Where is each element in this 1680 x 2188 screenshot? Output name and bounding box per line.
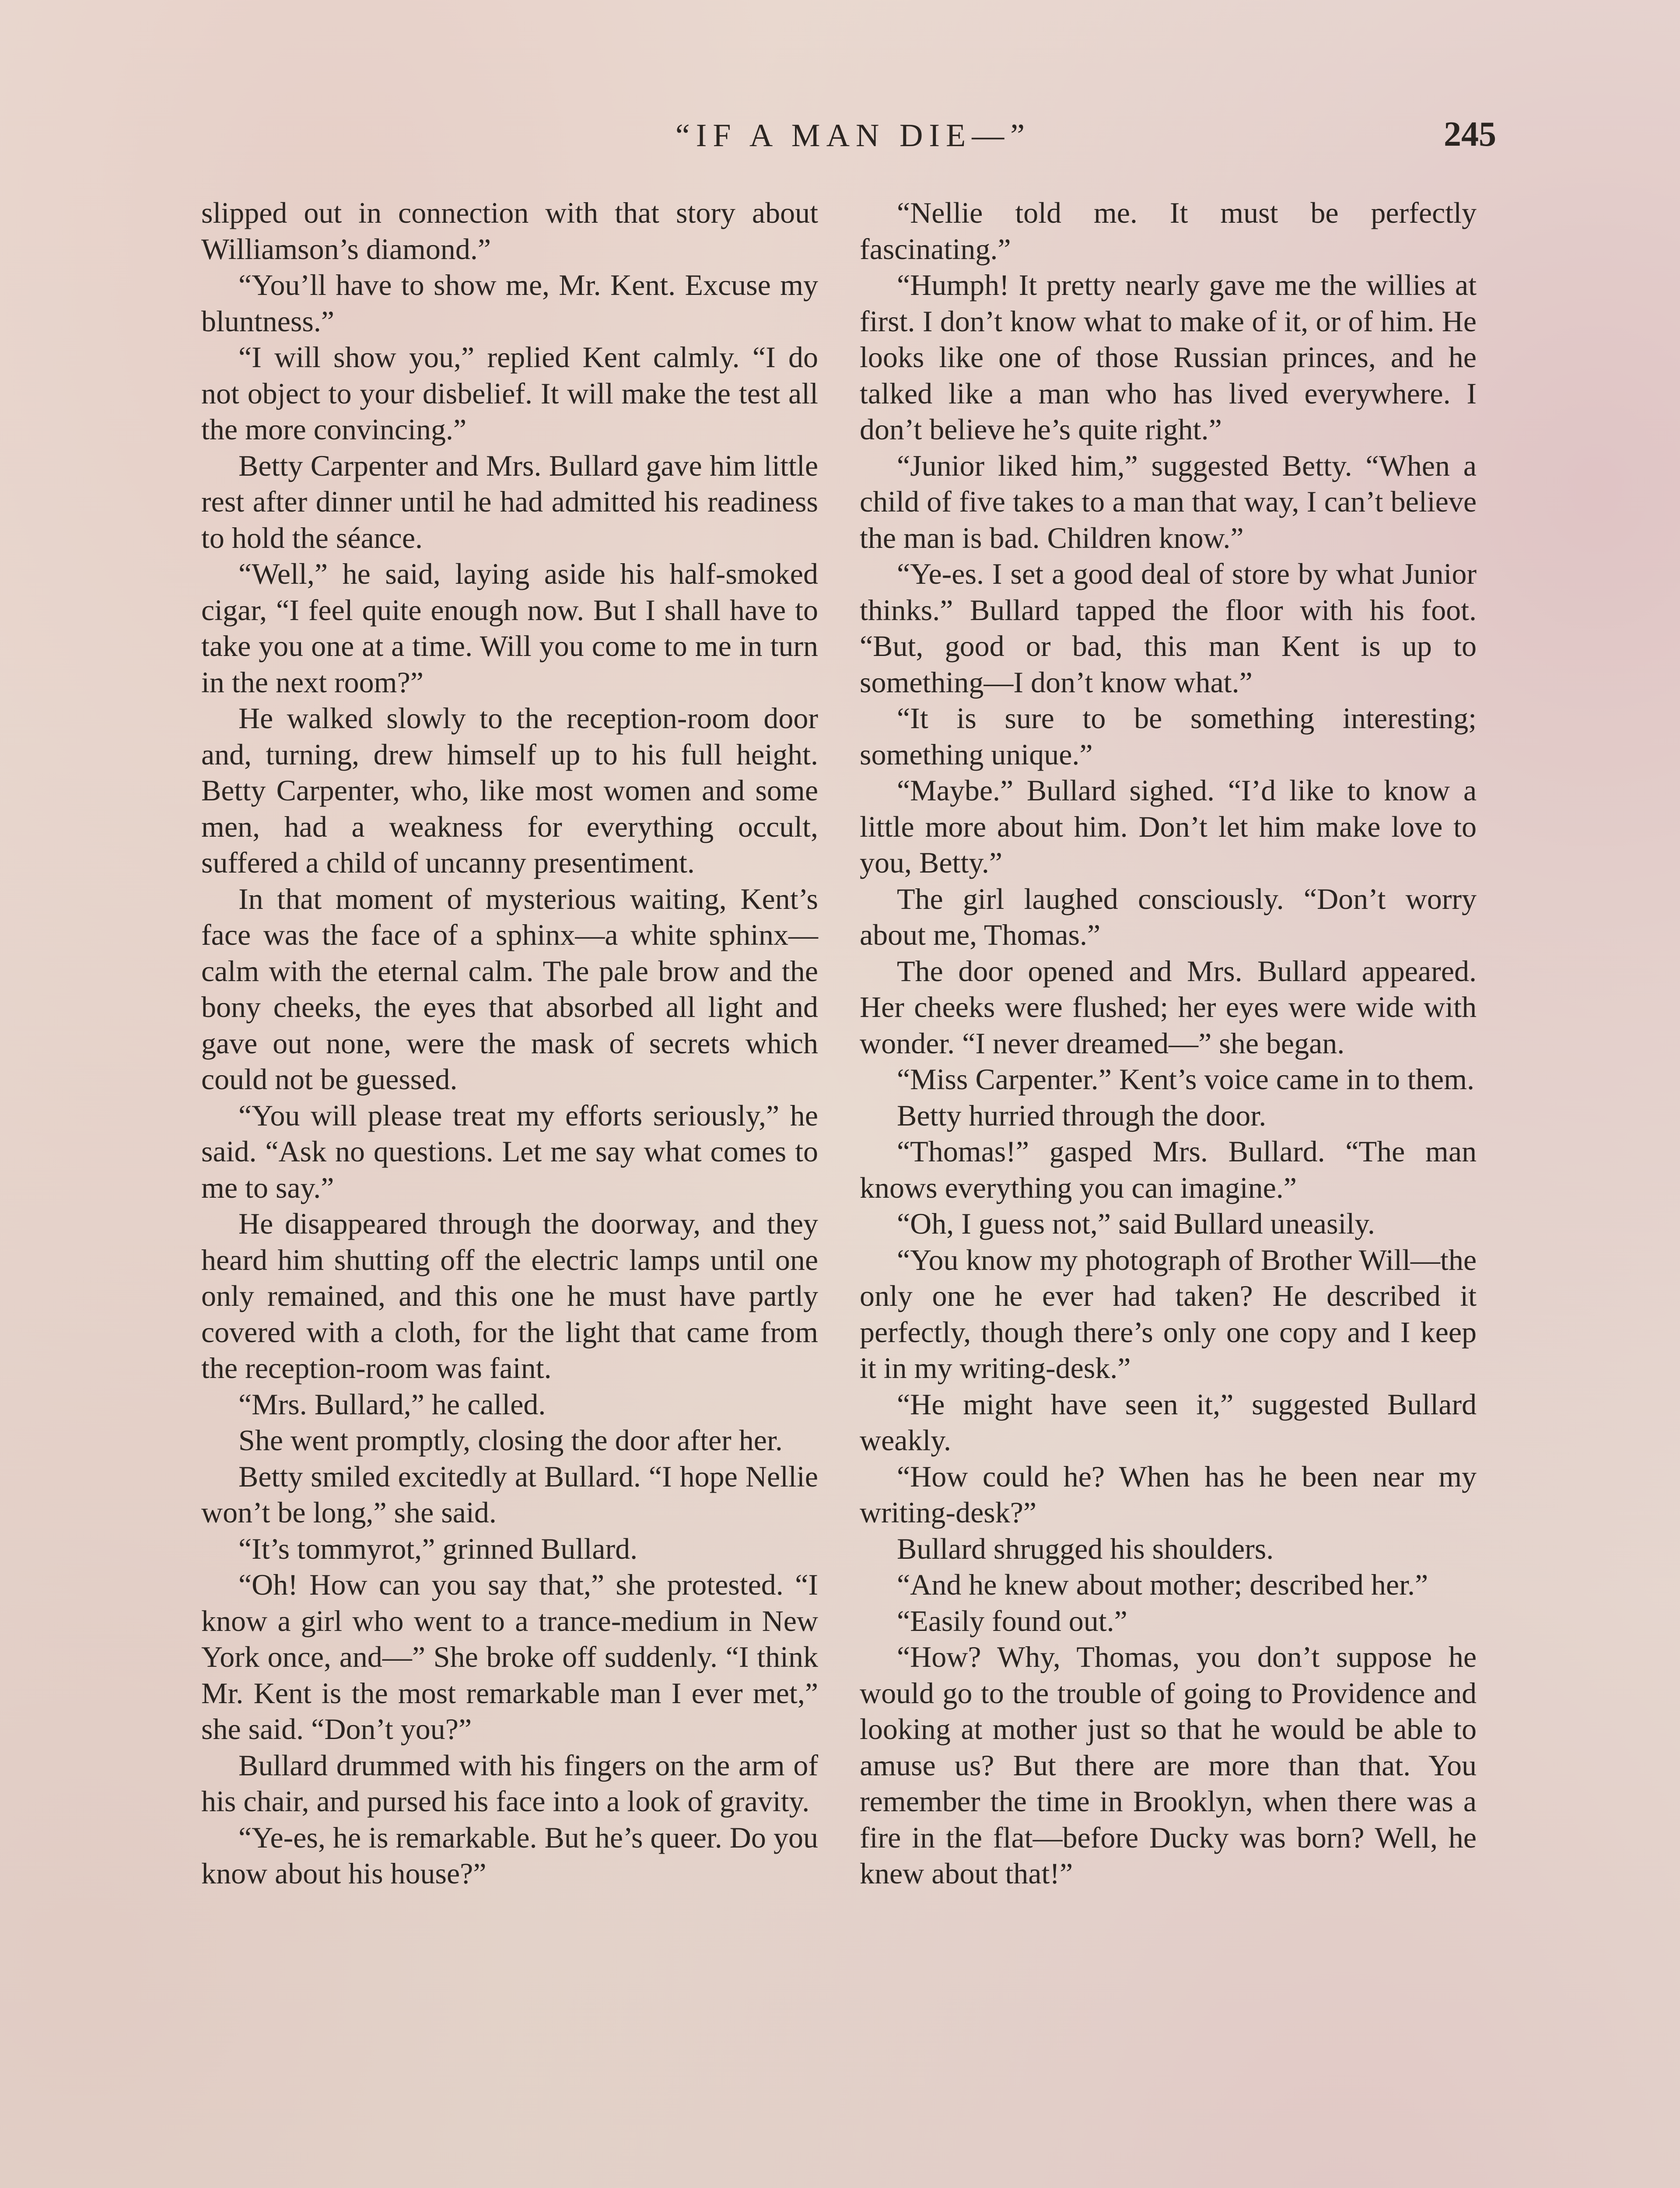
paragraph: Betty smiled excitedly at Bullard. “I hope Nellie won’t be long,” she said. <box>201 1459 818 1529</box>
paragraph: “You will please treat my efforts seriously,” he said. “Ask no questions. Let me say what comes to me to say.” <box>201 1098 818 1204</box>
paragraph: “Junior liked him,” suggested Betty. “When a child of five takes to a man that way, I can’t believe the man is bad. Children know.” <box>860 449 1477 554</box>
paragraph: “He might have seen it,” suggested Bullard weakly. <box>860 1387 1477 1457</box>
paragraph: The girl laughed consciously. “Don’t worry about me, Thomas.” <box>860 882 1477 951</box>
paragraph: “Mrs. Bullard,” he called. <box>238 1387 546 1421</box>
paragraph: “Maybe.” Bullard sighed. “I’d like to know a little more about him. Don’t let him make love to you, Betty.” <box>860 774 1477 879</box>
paragraph: “I will show you,” replied Kent calmly. “I do not object to your disbelief. It will make the test all the more convincing.” <box>201 340 818 446</box>
paragraph: In that moment of mysterious waiting, Kent’s face was the face of a sphinx—a white sphinx—calm with the eternal calm. The pale brow and the bony cheeks, the eyes that absorbed all light and gave out none, were the mask of secrets which could not be guessed. <box>201 882 818 1096</box>
running-title: “IF A MAN DIE—” <box>675 118 1031 154</box>
paragraph: “Ye-es, he is remarkable. But he’s queer. Do you know about his house?” <box>201 1820 818 1890</box>
paragraph: “How? Why, Thomas, you don’t suppose he would go to the trouble of going to Providence and looking at mother just so that he would be able to amuse us? But there are more than that. You remember the time in Brooklyn, when there was a fire in the flat—before Ducky was born? Well, he knew about that!” <box>860 1640 1477 1890</box>
paragraph: “Well,” he said, laying aside his half-smoked cigar, “I feel quite enough now. But I shall have to take you one at a time. Will you come to me in turn in the next room?” <box>201 557 818 699</box>
paragraph: The door opened and Mrs. Bullard appeared. Her cheeks were flushed; her eyes were wide with wonder. “I never dreamed—” she began. <box>860 954 1477 1060</box>
paragraph: “Oh, I guess not,” said Bullard uneasily. <box>897 1207 1375 1240</box>
paragraph: Betty hurried through the door. <box>897 1098 1267 1132</box>
paragraph: “How could he? When has he been near my writing-desk?” <box>860 1459 1477 1529</box>
left-column <box>201 195 818 1892</box>
paragraph: “You know my photograph of Brother Will—the only one he ever had taken? He described it perfectly, though there’s only one copy and I keep it in my writing-desk.” <box>860 1243 1477 1385</box>
right-column <box>860 195 1477 1892</box>
paragraph: “Nellie told me. It must be perfectly fascinating.” <box>860 196 1477 266</box>
paragraph: “It’s tommyrot,” grinned Bullard. <box>238 1532 638 1565</box>
paragraph: slipped out in connection with that story about Williamson’s diamond.” <box>201 196 818 266</box>
paragraph: “Easily found out.” <box>897 1604 1127 1637</box>
paragraph: “You’ll have to show me, Mr. Kent. Excuse my bluntness.” <box>201 268 818 338</box>
paragraph: He disappeared through the doorway, and they heard him shutting off the electric lamps until one only remained, and this one he must have partly covered with a cloth, for the light that came from the reception-room was faint. <box>201 1207 818 1385</box>
paragraph: “Ye-es. I set a good deal of store by what Junior thinks.” Bullard tapped the floor with his foot. “But, good or bad, this man Kent is up to something—I don’t know what.” <box>860 557 1477 699</box>
paragraph: He walked slowly to the reception-room door and, turning, drew himself up to his full height. Betty Carpenter, who, like most women and some men, had a weakness for everything occult, suffered a child of uncanny presentiment. <box>201 701 818 879</box>
page-number: 245 <box>1444 115 1496 154</box>
paragraph: “Thomas!” gasped Mrs. Bullard. “The man knows everything you can imagine.” <box>860 1135 1477 1204</box>
paragraph: “Miss Carpenter.” Kent’s voice came in to them. <box>897 1062 1474 1096</box>
paragraph: Bullard drummed with his fingers on the arm of his chair, and pursed his face into a look of gravity. <box>201 1748 818 1818</box>
paragraph: “Oh! How can you say that,” she protested. “I know a girl who went to a trance-medium in New York once, and—” She broke off suddenly. “I think Mr. Kent is the most remarkable man I ever met,” she said. “Don’t you?” <box>201 1568 818 1746</box>
paragraph: Betty Carpenter and Mrs. Bullard gave him little rest after dinner until he had admitted his readiness to hold the séance. <box>201 449 818 554</box>
paragraph: “Humph! It pretty nearly gave me the willies at first. I don’t know what to make of it, or of him. He looks like one of those Russian princes, and he talked like a man who has lived everywhere. I don’t believe he’s quite right.” <box>860 268 1477 446</box>
paragraph: “And he knew about mother; described her.” <box>897 1568 1428 1601</box>
paragraph: She went promptly, closing the door after her. <box>238 1424 783 1457</box>
paragraph: “It is sure to be something interesting; something unique.” <box>860 701 1477 771</box>
paragraph: Bullard shrugged his shoulders. <box>897 1532 1274 1565</box>
